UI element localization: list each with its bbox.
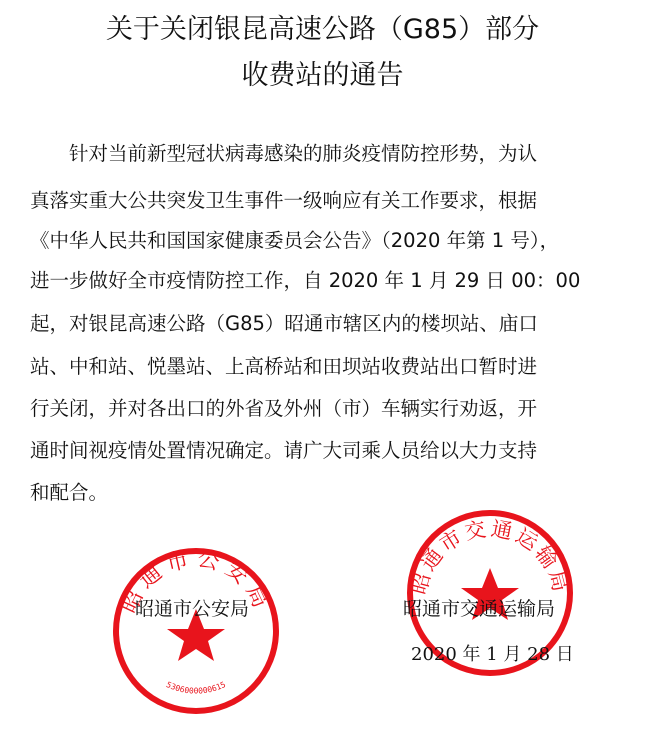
body-line: 《中华人民共和国国家健康委员会公告》（2020 年第 1 号），	[30, 229, 560, 252]
notice-title-line1: 关于关闭银昆高速公路（G85）部分	[105, 14, 540, 45]
police-bureau-seal	[112, 547, 280, 715]
seal-serial: 5306000000615	[164, 680, 228, 696]
body-line: 通时间视疫情处置情况确定。请广大司乘人员给以大力支持	[30, 439, 538, 462]
signature-transport-bureau: 昭通市交通运输局	[403, 598, 556, 620]
body-line: 站、中和站、悦墨站、上高桥站和田坝站收费站出口暂时进	[30, 355, 538, 378]
body-line: 起，对银昆高速公路（G85）昭通市辖区内的楼坝站、庙口	[30, 312, 538, 335]
body-line: 进一步做好全市疫情防控工作，自 2020 年 1 月 29 日 00：00	[30, 269, 581, 292]
svg-text:5306000000615	[165, 680, 227, 696]
notice-title-line2: 收费站的通告	[241, 60, 404, 91]
body-line: 真落实重大公共突发卫生事件一级响应有关工作要求，根据	[30, 189, 538, 212]
seal-arc-text: 昭通市交通运输局	[406, 516, 574, 597]
body-line: 针对当前新型冠状病毒感染的肺炎疫情防控形势，为认	[30, 142, 538, 165]
notice-date: 2020 年 1 月 28 日	[411, 644, 574, 665]
body-line: 和配合。	[30, 481, 109, 504]
signature-police-bureau: 昭通市公安局	[135, 598, 250, 620]
body-line: 行关闭，并对各出口的外省及外州（市）车辆实行劝返，开	[30, 397, 538, 420]
seal-arc-text: 昭通市公安局	[116, 547, 276, 618]
